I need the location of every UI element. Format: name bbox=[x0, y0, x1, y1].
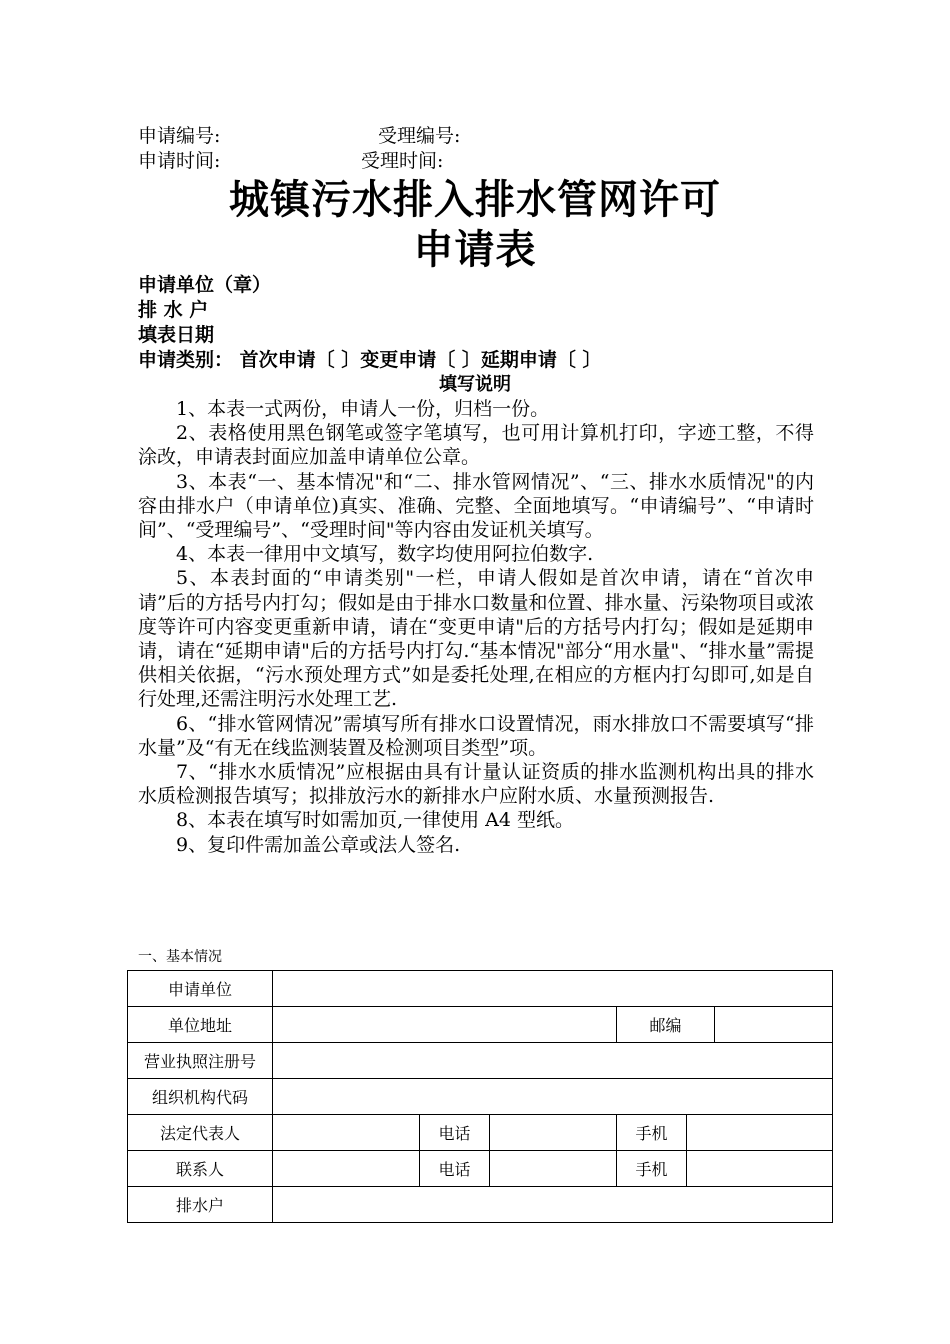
legal-rep-mobile-label-cell: 手机 bbox=[617, 1115, 687, 1151]
table-row bbox=[128, 1043, 833, 1079]
acceptance-number-label: 受理编号: bbox=[378, 125, 461, 147]
legal-rep-value-cell[interactable] bbox=[273, 1115, 420, 1151]
instruction-item: 7、“排水水质情况”应根据由具有计量认证资质的排水监测机构出具的排水水质检测报告填写；拟排放污水的新排水户应附水质、水量预测报告. bbox=[138, 761, 814, 808]
instruction-item: 6、“排水管网情况”需填写所有排水口设置情况，雨水排放口不需要填写“排水量”及“有无在线监测装置及检测项目类型”项。 bbox=[138, 712, 814, 759]
legal-rep-phone-label-cell: 电话 bbox=[420, 1115, 490, 1151]
table-row bbox=[128, 1151, 833, 1187]
header-row-1 bbox=[138, 124, 461, 148]
basic-info-table bbox=[127, 970, 833, 1223]
header-row-2 bbox=[138, 149, 444, 173]
table-row bbox=[128, 1007, 833, 1043]
org-code-value-cell[interactable] bbox=[273, 1079, 833, 1115]
instruction-item: 3、本表“一、基本情况"和“二、排水管网情况”、“三、排水水质情况"的内容由排水户（申请单位)真实、准确、完整、全面地填写。“申请编号”、“申请时间”、“受理编号”、“受理时间"等内容由发证机关填写。 bbox=[138, 470, 814, 542]
instructions-title: 填写说明 bbox=[439, 374, 511, 395]
address-value-cell[interactable] bbox=[273, 1007, 617, 1043]
instructions-list bbox=[138, 397, 814, 857]
contact-phone-label-cell: 电话 bbox=[420, 1151, 490, 1187]
title-line-1: 城镇污水排入排水管网许可 bbox=[229, 177, 721, 223]
instruction-item: 5、本表封面的“申请类别"一栏，申请人假如是首次申请，请在“首次申请”后的方括号内打勾；假如是由于排水口数量和位置、排水量、污染物项目或浓度等许可内容变更重新申请，请在“变更申请"后的方括号内打勾；假如是延期申请，请在“延期申请"后的方括号内打勾.“基本情况"部分“用水量"、“排水量”需提供相关依据，“污水预处理方式”如是委托处理,在相应的方框内打勾即可,如是自行处理,还需注明污水处理工艺. bbox=[138, 567, 814, 711]
table-row bbox=[128, 971, 833, 1007]
cover-fill-date: 填表日期 bbox=[138, 324, 215, 346]
legal-rep-label-cell: 法定代表人 bbox=[128, 1115, 273, 1151]
legal-rep-phone-value-cell[interactable] bbox=[490, 1115, 617, 1151]
table-row bbox=[128, 1079, 833, 1115]
drainer-value-cell[interactable] bbox=[273, 1187, 833, 1223]
contact-value-cell[interactable] bbox=[273, 1151, 420, 1187]
contact-mobile-value-cell[interactable] bbox=[687, 1151, 833, 1187]
cover-category: 申请类别： 首次申请〔 〕变更申请〔 〕延期申请〔 〕 bbox=[138, 349, 602, 371]
table-row bbox=[128, 1187, 833, 1223]
address-label-cell: 单位地址 bbox=[128, 1007, 273, 1043]
applicant-value-cell[interactable] bbox=[273, 971, 833, 1007]
applicant-label-cell: 申请单位 bbox=[128, 971, 273, 1007]
org-code-label-cell: 组织机构代码 bbox=[128, 1079, 273, 1115]
license-label-cell: 营业执照注册号 bbox=[128, 1043, 273, 1079]
cover-drainer: 排 水 户 bbox=[138, 299, 209, 321]
title-line-2: 申请表 bbox=[413, 227, 537, 273]
application-number-label: 申请编号: bbox=[138, 125, 221, 147]
instruction-item: 2、表格使用黑色钢笔或签字笔填写，也可用计算机打印，字迹工整，不得涂改，申请表封面应加盖申请单位公章。 bbox=[138, 422, 814, 469]
legal-rep-mobile-value-cell[interactable] bbox=[687, 1115, 833, 1151]
cover-applicant: 申请单位（章） bbox=[138, 274, 272, 296]
instruction-item: 4、本表一律用中文填写，数字均使用阿拉伯数字. bbox=[176, 543, 594, 566]
instruction-item: 9、复印件需加盖公章或法人签名. bbox=[176, 833, 461, 856]
instruction-item: 8、本表在填写时如需加页,一律使用 A4 型纸。 bbox=[176, 809, 575, 832]
license-value-cell[interactable] bbox=[273, 1043, 833, 1079]
application-time-label: 申请时间: bbox=[138, 150, 221, 172]
postcode-value-cell[interactable] bbox=[715, 1007, 833, 1043]
table-row bbox=[128, 1115, 833, 1151]
contact-phone-value-cell[interactable] bbox=[490, 1151, 617, 1187]
contact-label-cell: 联系人 bbox=[128, 1151, 273, 1187]
acceptance-time-label: 受理时间: bbox=[361, 150, 444, 172]
instruction-item: 1、本表一式两份，申请人一份，归档一份。 bbox=[176, 398, 550, 420]
drainer-label-cell: 排水户 bbox=[128, 1187, 273, 1223]
section-basic-title: 一、基本情况 bbox=[138, 949, 222, 965]
postcode-label-cell: 邮编 bbox=[617, 1007, 715, 1043]
contact-mobile-label-cell: 手机 bbox=[617, 1151, 687, 1187]
